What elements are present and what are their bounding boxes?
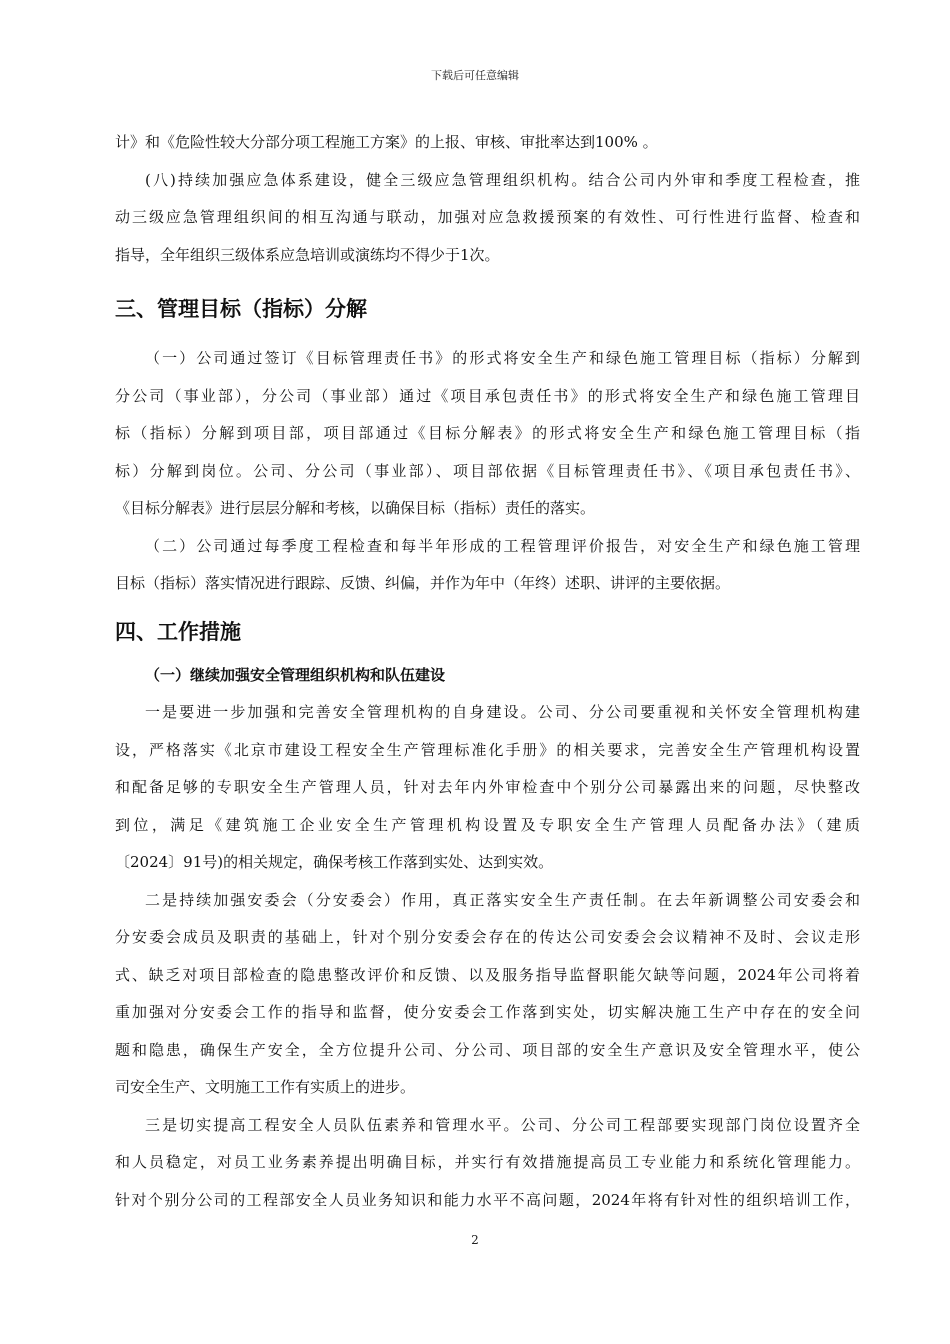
section-heading-3: 三、管理目标（指标）分解 xyxy=(115,297,367,321)
paragraph-line: 目标（指标）落实情况进行跟踪、反馈、纠偏，并作为年中（年终）述职、讲评的主要依据。 xyxy=(115,574,731,592)
paragraph-line: 〔2024〕91号)的相关规定，确保考核工作落到实处、达到实效。 xyxy=(115,853,554,871)
paragraph-line: 针对个别分公司的工程部安全人员业务知识和能力水平不高问题，2024年将有针对性的组织培训工作， xyxy=(115,1190,860,1209)
paragraph-line: 指导，全年组织三级体系应急培训或演练均不得少于1次。 xyxy=(115,245,500,264)
paragraph-line: 到位，满足《建筑施工企业安全生产管理机构设置及专职安全生产管理人员配备办法》（建质 xyxy=(115,815,860,834)
paragraph-line: 三是切实提高工程安全人员队伍素养和管理水平。公司、分公司工程部要实现部门岗位设置齐全 xyxy=(145,1115,860,1134)
paragraph-line: 和人员稳定，对员工业务素养提出明确目标，并实行有效措施提高员工专业能力和系统化管理能力。 xyxy=(115,1153,860,1171)
paragraph-line: （一）公司通过签订《目标管理责任书》的形式将安全生产和绿色施工管理目标（指标）分解到 xyxy=(145,349,860,367)
paragraph-line: 标）分解到岗位。公司、分公司（事业部）、项目部依据《目标管理责任书》、《项目承包责任书》、 xyxy=(115,461,860,480)
paragraph-line: 式、缺乏对项目部检查的隐患整改评价和反馈、以及服务指导监督职能欠缺等问题，2024年公司将着 xyxy=(115,965,860,984)
paragraph-line: 标（指标）分解到项目部，项目部通过《目标分解表》的形式将安全生产和绿色施工管理目标（指 xyxy=(115,424,860,442)
paragraph-line: 设，严格落实《北京市建设工程安全生产管理标准化手册》的相关要求，完善安全生产管理机构设置 xyxy=(115,740,860,759)
document-body xyxy=(115,124,860,1219)
paragraph-line: 动三级应急管理组织间的相互沟通与联动，加强对应急救援预案的有效性、可行性进行监督、检查和 xyxy=(115,208,860,226)
paragraph-line: 题和隐患，确保生产安全，全方位提升公司、分公司、项目部的安全生产意识及安全管理水平，使公 xyxy=(115,1040,860,1059)
paragraph-line: 重加强对分安委会工作的指导和监督，使分安委会工作落到实处，切实解决施工生产中存在的安全问 xyxy=(115,1003,860,1021)
paragraph-line: 一是要进一步加强和完善安全管理机构的自身建设。公司、分公司要重视和关怀安全管理机构建 xyxy=(145,703,860,721)
paragraph-line: （二）公司通过每季度工程检查和每半年形成的工程管理评价报告，对安全生产和绿色施工管理 xyxy=(145,536,860,555)
paragraph-line: 分公司（事业部），分公司（事业部）通过《项目承包责任书》的形式将安全生产和绿色施工管理目 xyxy=(115,386,860,405)
paragraph-line: 《目标分解表》进行层层分解和考核，以确保目标（指标）责任的落实。 xyxy=(115,499,596,517)
section-heading-4: 四、工作措施 xyxy=(115,619,241,644)
subsection-heading: （一）继续加强安全管理组织机构和队伍建设 xyxy=(145,665,446,684)
paragraph-line: 计》和《危险性较大分部分项工程施工方案》的上报、审核、审批率达到100% 。 xyxy=(115,133,658,151)
paragraph-line: 二是持续加强安委会（分安委会）作用，真正落实安全生产责任制。在去年新调整公司安委会和 xyxy=(145,890,860,909)
paragraph-line: 司安全生产、文明施工工作有实质上的进步。 xyxy=(115,1078,416,1096)
paragraph-line: 分安委会成员及职责的基础上，针对个别分安委会存在的传达公司安委会会议精神不及时、会议走形 xyxy=(115,928,860,946)
page-number: 2 xyxy=(471,1233,479,1247)
paragraph-line: 和配备足够的专职安全生产管理人员，针对去年内外审检查中个别分公司暴露出来的问题，尽快整改 xyxy=(115,778,860,796)
paragraph-line: (八)持续加强应急体系建设，健全三级应急管理组织机构。结合公司内外审和季度工程检查，推 xyxy=(145,170,860,189)
page-header: 下载后可任意编辑 xyxy=(431,69,519,82)
